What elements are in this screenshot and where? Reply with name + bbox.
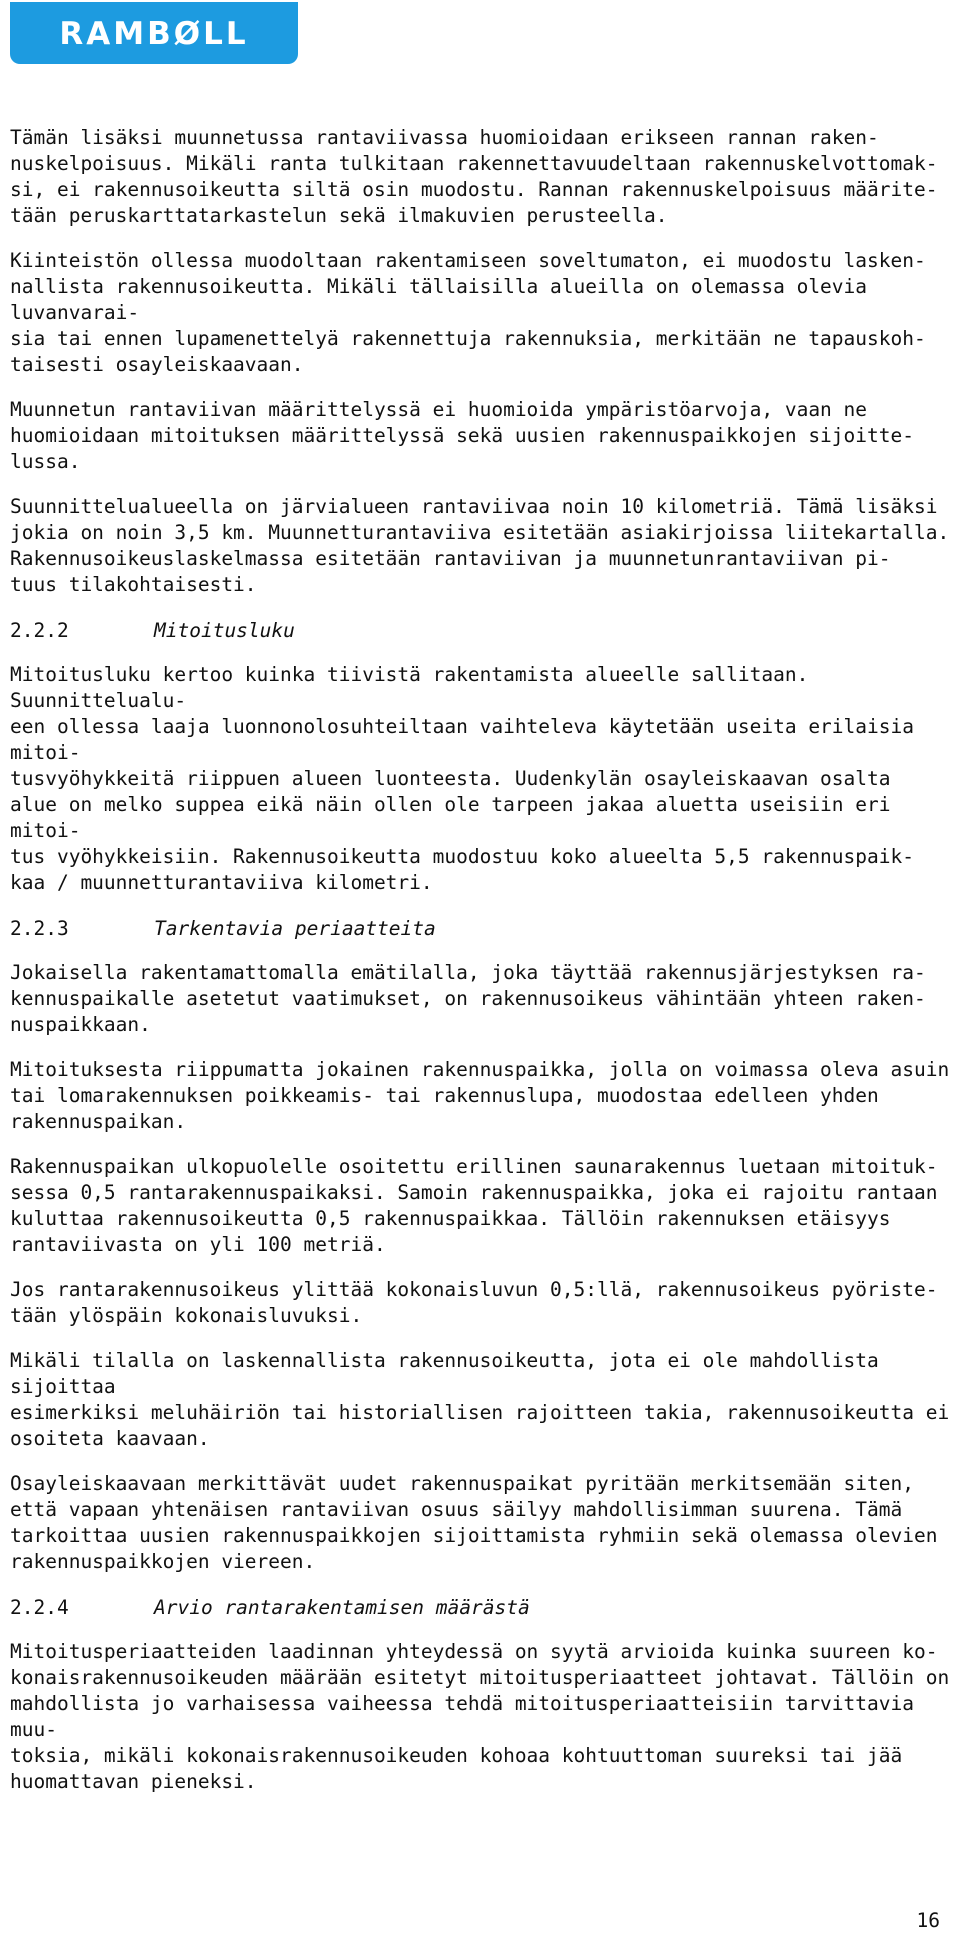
paragraph: Tämän lisäksi muunnetussa rantaviivassa huomioidaan erikseen rannan raken- nuskelpoisuus. Mikäli ranta tulkitaan rakennettavuudeltaan rakennuskelvottomak- si, ei rakennusoikeutta siltä osin muodostu. Rannan rakennuskelpoisuus määrite- tään peruskarttatarkastelun sekä ilmakuvien perusteella. [10, 126, 938, 227]
paragraph: Jos rantarakennusoikeus ylittää kokonaisluvun 0,5:llä, rakennusoikeus pyöriste- tään ylöspäin kokonaisluvuksi. [10, 1278, 938, 1327]
section-title: Mitoitusluku [154, 619, 295, 642]
paragraph: Muunnetun rantaviivan määrittelyssä ei huomioida ympäristöarvoja, vaan ne huomioidaan mitoituksen määrittelyssä sekä uusien rakennuspaikkojen sijoitte- lussa. [10, 398, 914, 473]
paragraph: Kiinteistön ollessa muodoltaan rakentamiseen soveltumaton, ei muodostu lasken- nallista rakennusoikeutta. Mikäli tällaisilla alueilla on olemassa olevia luvanvarai- sia tai ennen lupamenettelyä rakennettuja rakennuksia, merkitään ne tapauskoh- taisesti osayleiskaavaan. [10, 249, 926, 376]
paragraph: Mikäli tilalla on laskennallista rakennusoikeutta, jota ei ole mahdollista sijoittaa esimerkiksi meluhäiriön tai historiallisen rajoitteen takia, rakennusoikeutta ei osoiteta kaavaan. [10, 1349, 950, 1450]
logo-text: RAMBØLL [59, 16, 249, 52]
page-number: 16 [916, 1909, 940, 1932]
ramboll-logo [10, 2, 298, 64]
paragraph: Suunnittelualueella on järvialueen rantaviivaa noin 10 kilometriä. Tämä lisäksi jokia on noin 3,5 km. Muunnetturantaviiva esitetään asiakirjoissa liitekartalla. Rakennusoikeuslaskelmassa esitetään rantaviivan ja muunnetunrantaviivan pi- tuus tilakohtaisesti. [10, 495, 950, 596]
paragraph: Osayleiskaavaan merkittävät uudet rakennuspaikat pyritään merkitsemään siten, että vapaan yhtenäisen rantaviivan osuus säilyy mahdollisimman suurena. Tämä tarkoittaa uusien rakennuspaikkojen sijoittamista ryhmiin sekä olemassa olevien rakennuspaikkojen viereen. [10, 1472, 938, 1573]
section-number: 2.2.3 [10, 917, 69, 940]
section-heading-2-2-4 [10, 1595, 960, 1621]
section-title: Arvio rantarakentamisen määrästä [154, 1596, 530, 1619]
paragraph: Rakennuspaikan ulkopuolelle osoitettu erillinen saunarakennus luetaan mitoituk- sessa 0,5 rantarakennuspaikaksi. Samoin rakennuspaikka, joka ei rajoitu rantaan kuluttaa rakennusoikeutta 0,5 rakennuspaikkaa. Tällöin rakennuksen etäisyys rantaviivasta on yli 100 metriä. [10, 1155, 938, 1256]
paragraph: Mitoitusluku kertoo kuinka tiivistä rakentamista alueelle sallitaan. Suunnittelualu- een ollessa laaja luonnonolosuhteiltaan vaihteleva käytetään useita erilaisia mitoi- tusvyöhykkeitä riippuen alueen luonteesta. Uudenkylän osayleiskaavan osalta alue on melko suppea eikä näin ollen ole tarpeen jakaa aluetta useisiin eri mitoi- tus vyöhykkeisiin. Rakennusoikeutta muodostuu koko alueelta 5,5 rakennuspaik- kaa / muunnetturantaviiva kilometri. [10, 663, 914, 894]
section-number: 2.2.2 [10, 619, 69, 642]
paragraph: Mitoitusperiaatteiden laadinnan yhteydessä on syytä arvioida kuinka suureen ko- konaisrakennusoikeuden määrään esitetyt mitoitusperiaatteet johtavat. Tällöin on mahdollista jo varhaisessa vaiheessa tehdä mitoitusperiaatteisiin tarvittavia muu- toksia, mikäli kokonaisrakennusoikeuden kohoaa kohtuuttoman suureksi tai jää huomattavan pieneksi. [10, 1640, 950, 1793]
section-title: Tarkentavia periaatteita [154, 917, 436, 940]
paragraph: Mitoituksesta riippumatta jokainen rakennuspaikka, jolla on voimassa oleva asuin tai lomarakennuksen poikkeamis- tai rakennuslupa, muodostaa edelleen yhden rakennuspaikan. [10, 1058, 950, 1133]
paragraph: Jokaisella rakentamattomalla emätilalla, joka täyttää rakennusjärjestyksen ra- kennuspaikalle asetetut vaatimukset, on rakennusoikeus vähintään yhteen raken- nuspaikkaan. [10, 961, 926, 1036]
document-body [10, 125, 960, 1814]
section-heading-2-2-3 [10, 916, 960, 942]
section-heading-2-2-2 [10, 618, 960, 644]
section-number: 2.2.4 [10, 1596, 69, 1619]
